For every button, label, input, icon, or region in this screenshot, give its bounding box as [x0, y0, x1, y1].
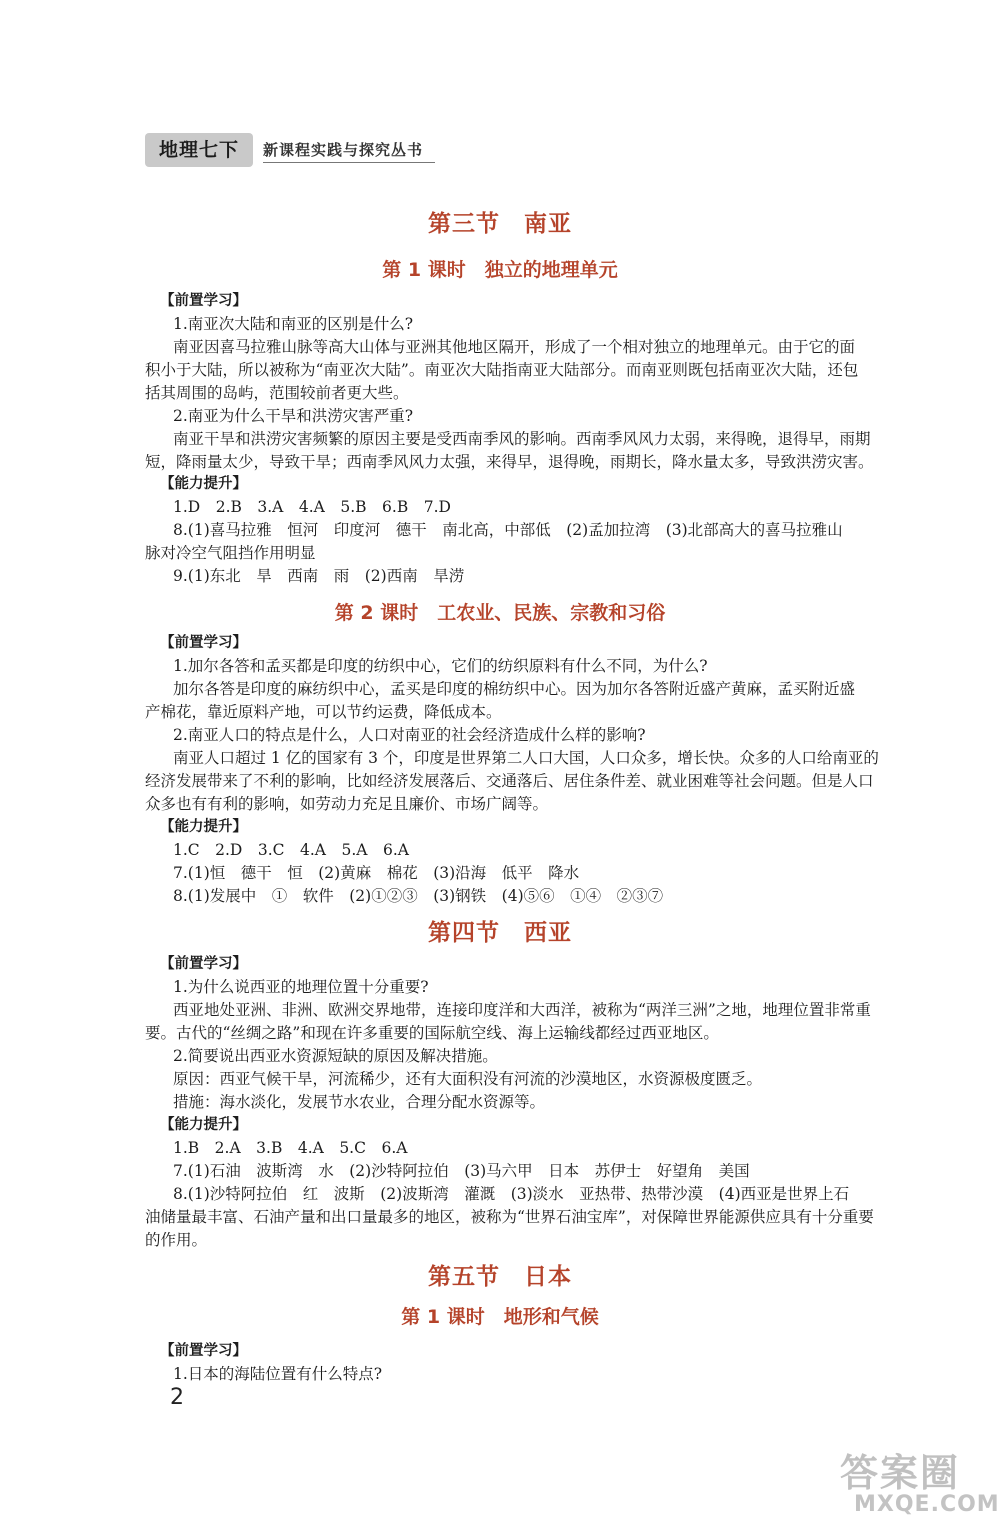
prestudy-label: 【前置学习】	[160, 1343, 247, 1359]
answer-text: 措施：海水淡化，发展节水农业，合理分配水资源等。	[173, 1093, 546, 1111]
answer-text: 西亚地处亚洲、非洲、欧洲交界地带，连接印度洋和大西洋，被称为“两洋三洲”之地，地理位置非常重	[173, 1001, 871, 1019]
answer-key: 8.(1)发展中 ① 软件 (2)①②③ (3)钢铁 (4)⑤⑥ ①④ ②③⑦	[173, 887, 664, 905]
question-text: 1.南亚次大陆和南亚的区别是什么?	[173, 315, 414, 333]
ability-label: 【能力提升】	[160, 1117, 247, 1133]
answer-text: 括其周围的岛屿，范围较前者更大些。	[145, 384, 409, 402]
answer-key: 8.(1)喜马拉雅 恒河 印度河 德干 南北高，中部低 (2)孟加拉湾 (3)北部高大的喜马拉雅山	[173, 521, 843, 539]
answer-text: 经济发展带来了不利的影响，比如经济发展落后、交通落后、居住条件差、就业困难等社会问题。但是人口	[145, 772, 874, 790]
answer-text: 要。古代的“丝绸之路”和现在许多重要的国际航空线、海上运输线都经过西亚地区。	[145, 1024, 719, 1042]
answer-text: 加尔各答是印度的麻纺织中心，孟买是印度的棉纺织中心。因为加尔各答附近盛产黄麻，孟买附近盛	[173, 680, 856, 698]
section-title-south-asia: 第三节 南亚	[428, 211, 572, 237]
answer-key: 7.(1)石油 波斯湾 水 (2)沙特阿拉伯 (3)马六甲 日本 苏伊士 好望角 美国	[173, 1162, 750, 1180]
question-text: 1.为什么说西亚的地理位置十分重要?	[173, 978, 429, 996]
question-text: 1.加尔各答和孟买都是印度的纺织中心，它们的纺织原料有什么不同，为什么?	[173, 657, 708, 675]
answer-text: 众多也有有利的影响，如劳动力充足且廉价、市场广阔等。	[145, 795, 549, 813]
answer-text: 南亚干旱和洪涝灾害频繁的原因主要是受西南季风的影响。西南季风风力太弱，来得晚，退得早，雨期	[173, 430, 871, 448]
answer-text: 南亚因喜马拉雅山脉等高大山体与亚洲其他地区隔开，形成了一个相对独立的地理单元。由于它的面	[173, 338, 856, 356]
prestudy-label: 【前置学习】	[160, 293, 247, 309]
watermark-text: 答案圈	[840, 1451, 961, 1495]
answer-text: 积小于大陆，所以被称为“南亚次大陆”。南亚次大陆指南亚大陆部分。而南亚则既包括南亚次大陆，还包	[145, 361, 859, 379]
prestudy-label: 【前置学习】	[160, 635, 247, 651]
answer-key: 的作用。	[145, 1231, 208, 1249]
answer-key: 8.(1)沙特阿拉伯 红 波斯 (2)波斯湾 灌溉 (3)淡水 亚热带、热带沙漠 (4)西亚是世界上石	[173, 1185, 850, 1203]
lesson-title-s3-l2: 第 2 课时 工农业、民族、宗教和习俗	[334, 602, 666, 624]
section-title-japan: 第五节 日本	[428, 1264, 572, 1290]
answer-key: 1.D 2.B 3.A 4.A 5.B 6.B 7.D	[173, 498, 451, 516]
series-title: 新课程实践与探究丛书	[263, 141, 424, 159]
answer-key: 1.B 2.A 3.B 4.A 5.C 6.A	[173, 1139, 408, 1157]
ability-label: 【能力提升】	[160, 819, 247, 835]
answer-key: 脉对冷空气阻挡作用明显	[145, 544, 316, 562]
answer-text: 南亚人口超过 1 亿的国家有 3 个，印度是世界第二人口大国，人口众多，增长快。众多的人口给南亚的	[173, 749, 879, 767]
subject-tag: 地理七下	[145, 133, 253, 167]
answer-key: 7.(1)恒 德干 恒 (2)黄麻 棉花 (3)沿海 低平 降水	[173, 864, 580, 882]
answer-text: 短，降雨量太少，导致干旱；西南季风风力太强，来得早，退得晚，雨期长，降水量太多，导致洪涝灾害。	[145, 453, 874, 471]
answer-text: 原因：西亚气候干旱，河流稀少，还有大面积没有河流的沙漠地区，水资源极度匮乏。	[173, 1070, 763, 1088]
lesson-title-s3-l1: 第 1 课时 独立的地理单元	[382, 259, 618, 281]
question-text: 2.南亚为什么干旱和洪涝灾害严重?	[173, 407, 414, 425]
answer-key: 9.(1)东北 旱 西南 雨 (2)西南 旱涝	[173, 567, 465, 585]
watermark-url: MXQE.COM	[854, 1492, 1000, 1517]
question-text: 2.南亚人口的特点是什么，人口对南亚的社会经济造成什么样的影响?	[173, 726, 646, 744]
question-text: 1.日本的海陆位置有什么特点?	[173, 1365, 383, 1383]
page-number: 2	[170, 1385, 184, 1410]
lesson-title-s5-l1: 第 1 课时 地形和气候	[401, 1306, 599, 1328]
answer-key: 1.C 2.D 3.C 4.A 5.A 6.A	[173, 841, 409, 859]
running-header	[145, 133, 440, 167]
answer-key: 油储量最丰富、石油产量和出口量最多的地区，被称为“世界石油宝库”，对保障世界能源供应具有十分重要	[145, 1208, 874, 1226]
prestudy-label: 【前置学习】	[160, 956, 247, 972]
answer-text: 产棉花，靠近原料产地，可以节约运费，降低成本。	[145, 703, 502, 721]
header-rule	[263, 162, 435, 163]
question-text: 2.简要说出西亚水资源短缺的原因及解决措施。	[173, 1047, 498, 1065]
ability-label: 【能力提升】	[160, 476, 247, 492]
watermark-logo	[818, 1442, 1000, 1520]
section-title-west-asia: 第四节 西亚	[428, 920, 572, 946]
